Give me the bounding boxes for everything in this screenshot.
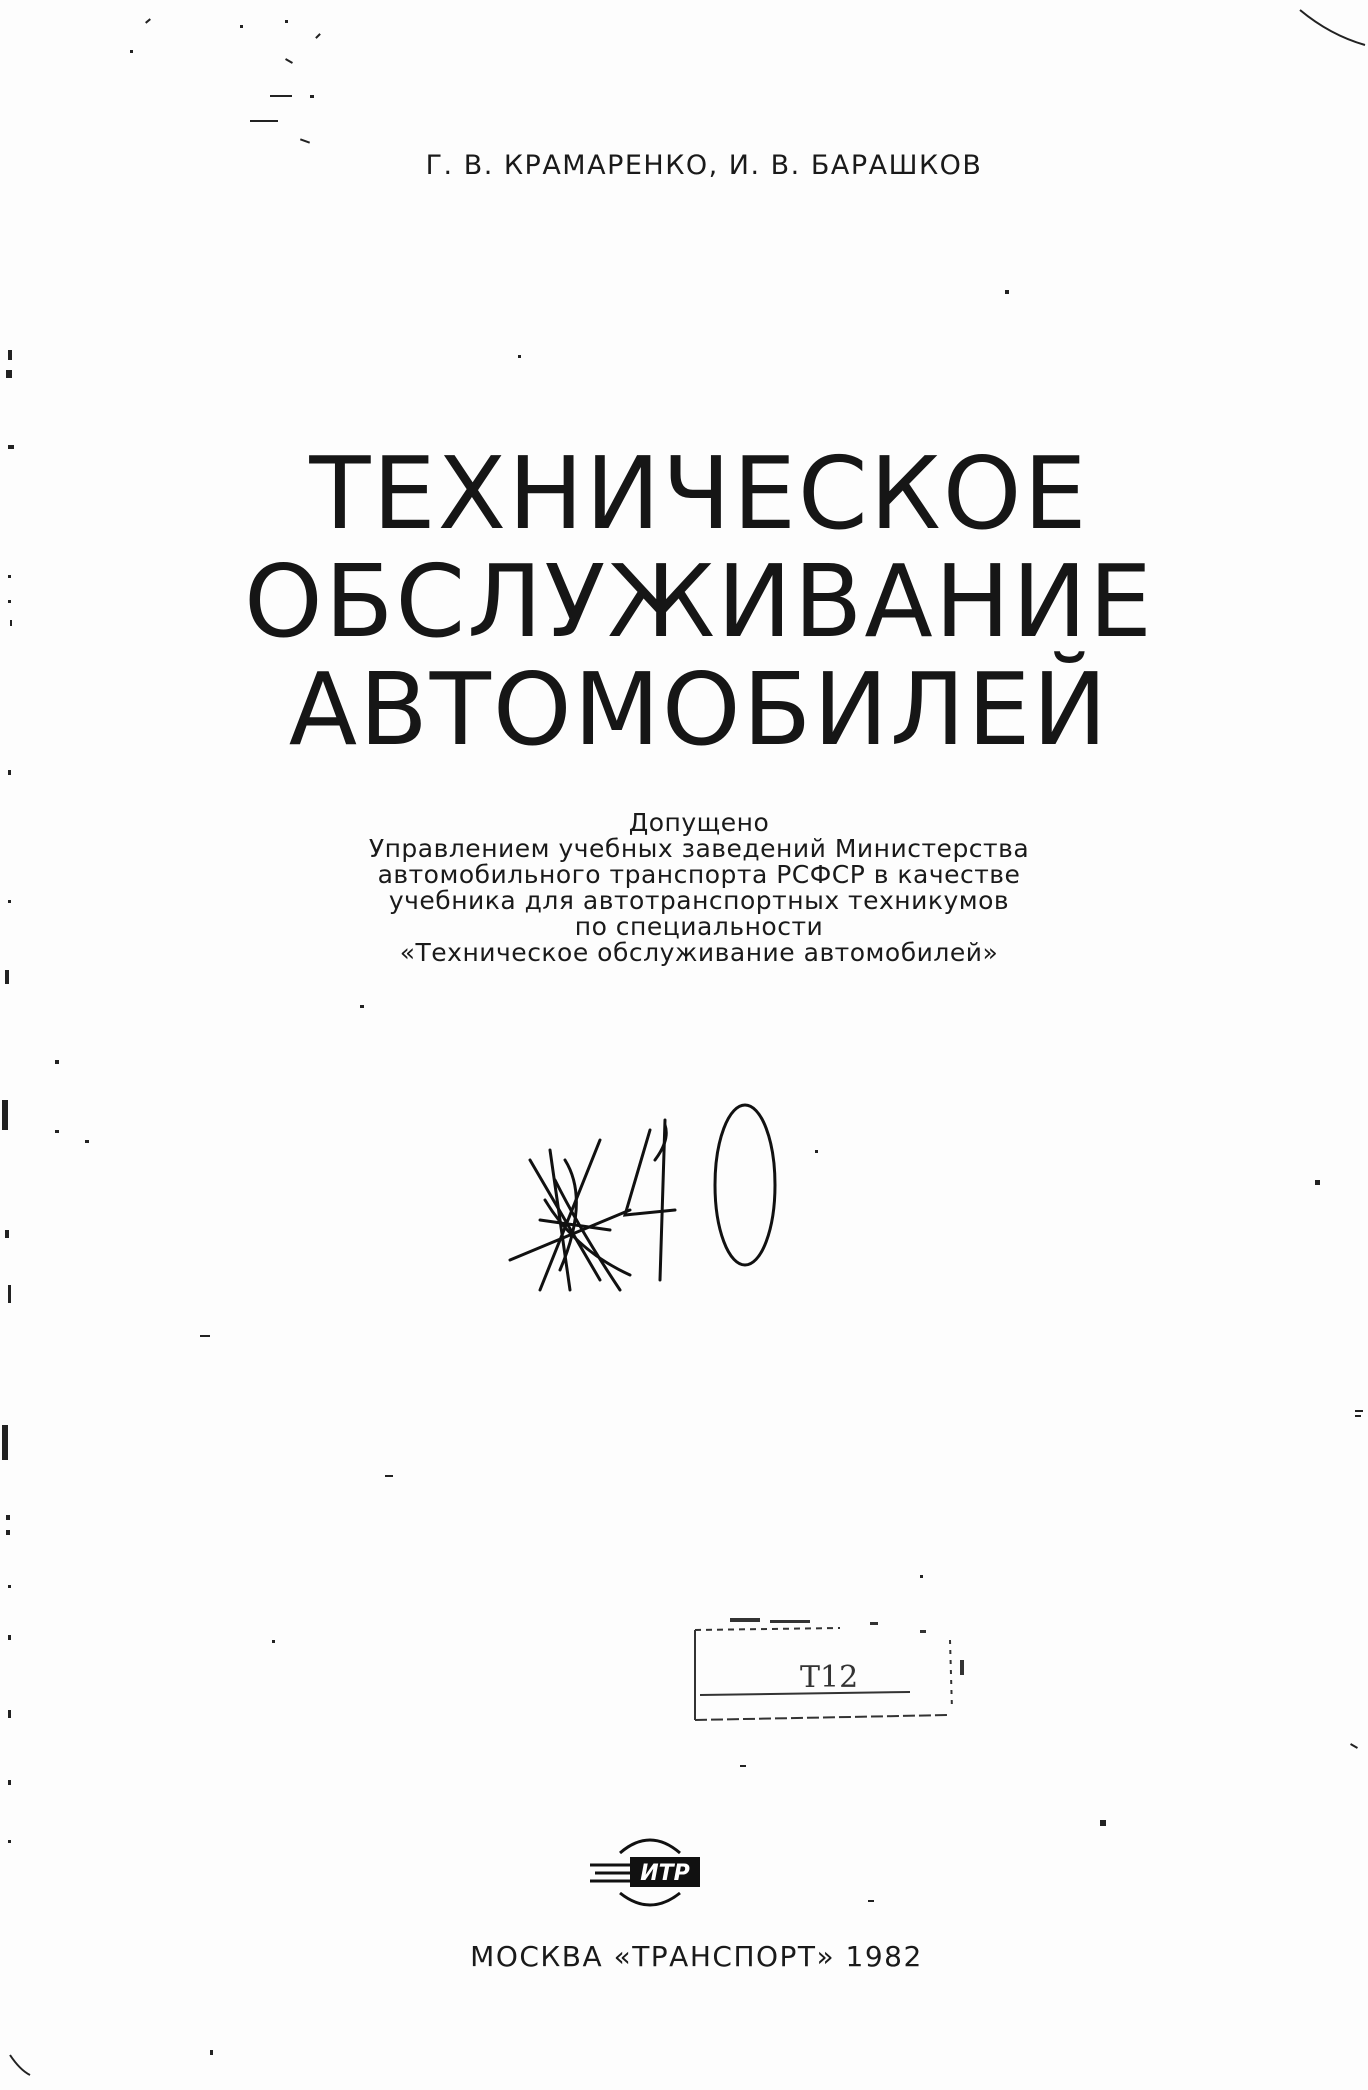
approval-line-1: Допущено (628, 808, 770, 837)
title-line-1: ТЕХНИЧЕСКОЕ (309, 435, 1089, 552)
handwritten-note (500, 1100, 800, 1310)
title-line-3: АВТОМОБИЛЕЙ (288, 651, 1110, 768)
title-line-2: ОБСЛУЖИВАНИЕ (244, 543, 1154, 660)
book-title (0, 435, 1368, 768)
approval-line-6: «Техническое обслуживание автомобилей» (399, 938, 999, 967)
imprint-line: МОСКВА «ТРАНСПОРТ» 1982 (470, 1940, 923, 1973)
authors-line: Г. В. КРАМАРЕНКО, И. В. БАРАШКОВ (425, 150, 983, 181)
approval-line-3: автомобильного транспорта РСФСР в качестве (377, 860, 1021, 889)
approval-line-5: по специальности (574, 912, 824, 941)
approval-line-4: учебника для автотранспортных техникумов (388, 886, 1010, 915)
approval-notice (0, 810, 1368, 966)
publisher-emblem-icon (585, 1825, 715, 1915)
stamp-text: Т12 (800, 1660, 859, 1695)
emblem-letters: ИТР (640, 1861, 690, 1886)
approval-line-2: Управлением учебных заведений Министерства (368, 834, 1030, 863)
